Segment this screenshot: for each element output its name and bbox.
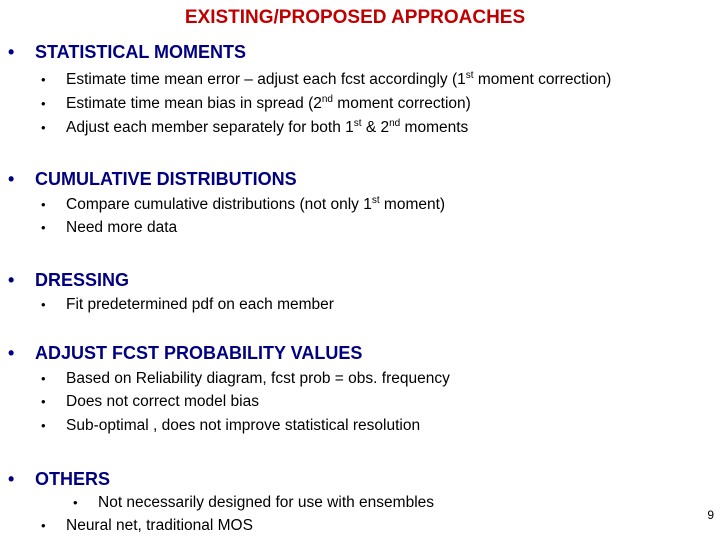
list-item: • Compare cumulative distributions (not only 1st moment) — [41, 194, 446, 213]
list-item: • Adjust each member separately for both 1st & 2nd moments — [41, 117, 469, 136]
bullet: • — [41, 120, 46, 135]
section-heading-others: • OTHERS — [8, 469, 111, 489]
list-item: • Does not correct model bias — [41, 393, 259, 410]
list-item: • Estimate time mean bias in spread (2nd moment correction) — [41, 93, 471, 112]
bullet: • — [41, 371, 46, 386]
bullet: • — [41, 197, 46, 212]
bullet: • — [41, 394, 46, 409]
bullet: • — [8, 469, 15, 489]
slide-title: EXISTING/PROPOSED APPROACHES — [184, 7, 526, 28]
bullet: • — [41, 518, 46, 533]
bullet: • — [73, 495, 78, 510]
bullet: • — [41, 72, 46, 87]
bullet: • — [8, 270, 15, 290]
bullet: • — [8, 343, 15, 363]
section-heading-statistical-moments: • STATISTICAL MOMENTS — [8, 42, 246, 62]
section-heading-adjust-fcst-probability-values: • ADJUST FCST PROBABILITY VALUES — [8, 343, 363, 363]
bullet: • — [8, 42, 15, 62]
list-item: • Fit predetermined pdf on each member — [41, 296, 334, 313]
list-item: • Estimate time mean error – adjust each fcst accordingly (1st moment correction) — [41, 69, 612, 88]
bullet: • — [41, 220, 46, 235]
bullet: • — [41, 96, 46, 111]
list-item: • Need more data — [41, 219, 178, 236]
bullet: • — [41, 297, 46, 312]
section-heading-dressing: • DRESSING — [8, 270, 130, 290]
list-item: • Neural net, traditional MOS — [41, 517, 253, 534]
bullet: • — [8, 169, 15, 189]
list-item: • Based on Reliability diagram, fcst prob = obs. frequency — [41, 370, 450, 387]
list-item: • Sub-optimal , does not improve statistical resolution — [41, 417, 421, 434]
section-heading-cumulative-distributions: • CUMULATIVE DISTRIBUTIONS — [8, 169, 297, 189]
bullet: • — [41, 418, 46, 433]
page-number: 9 — [707, 508, 714, 522]
list-item: • Not necessarily designed for use with ensembles — [73, 494, 435, 511]
